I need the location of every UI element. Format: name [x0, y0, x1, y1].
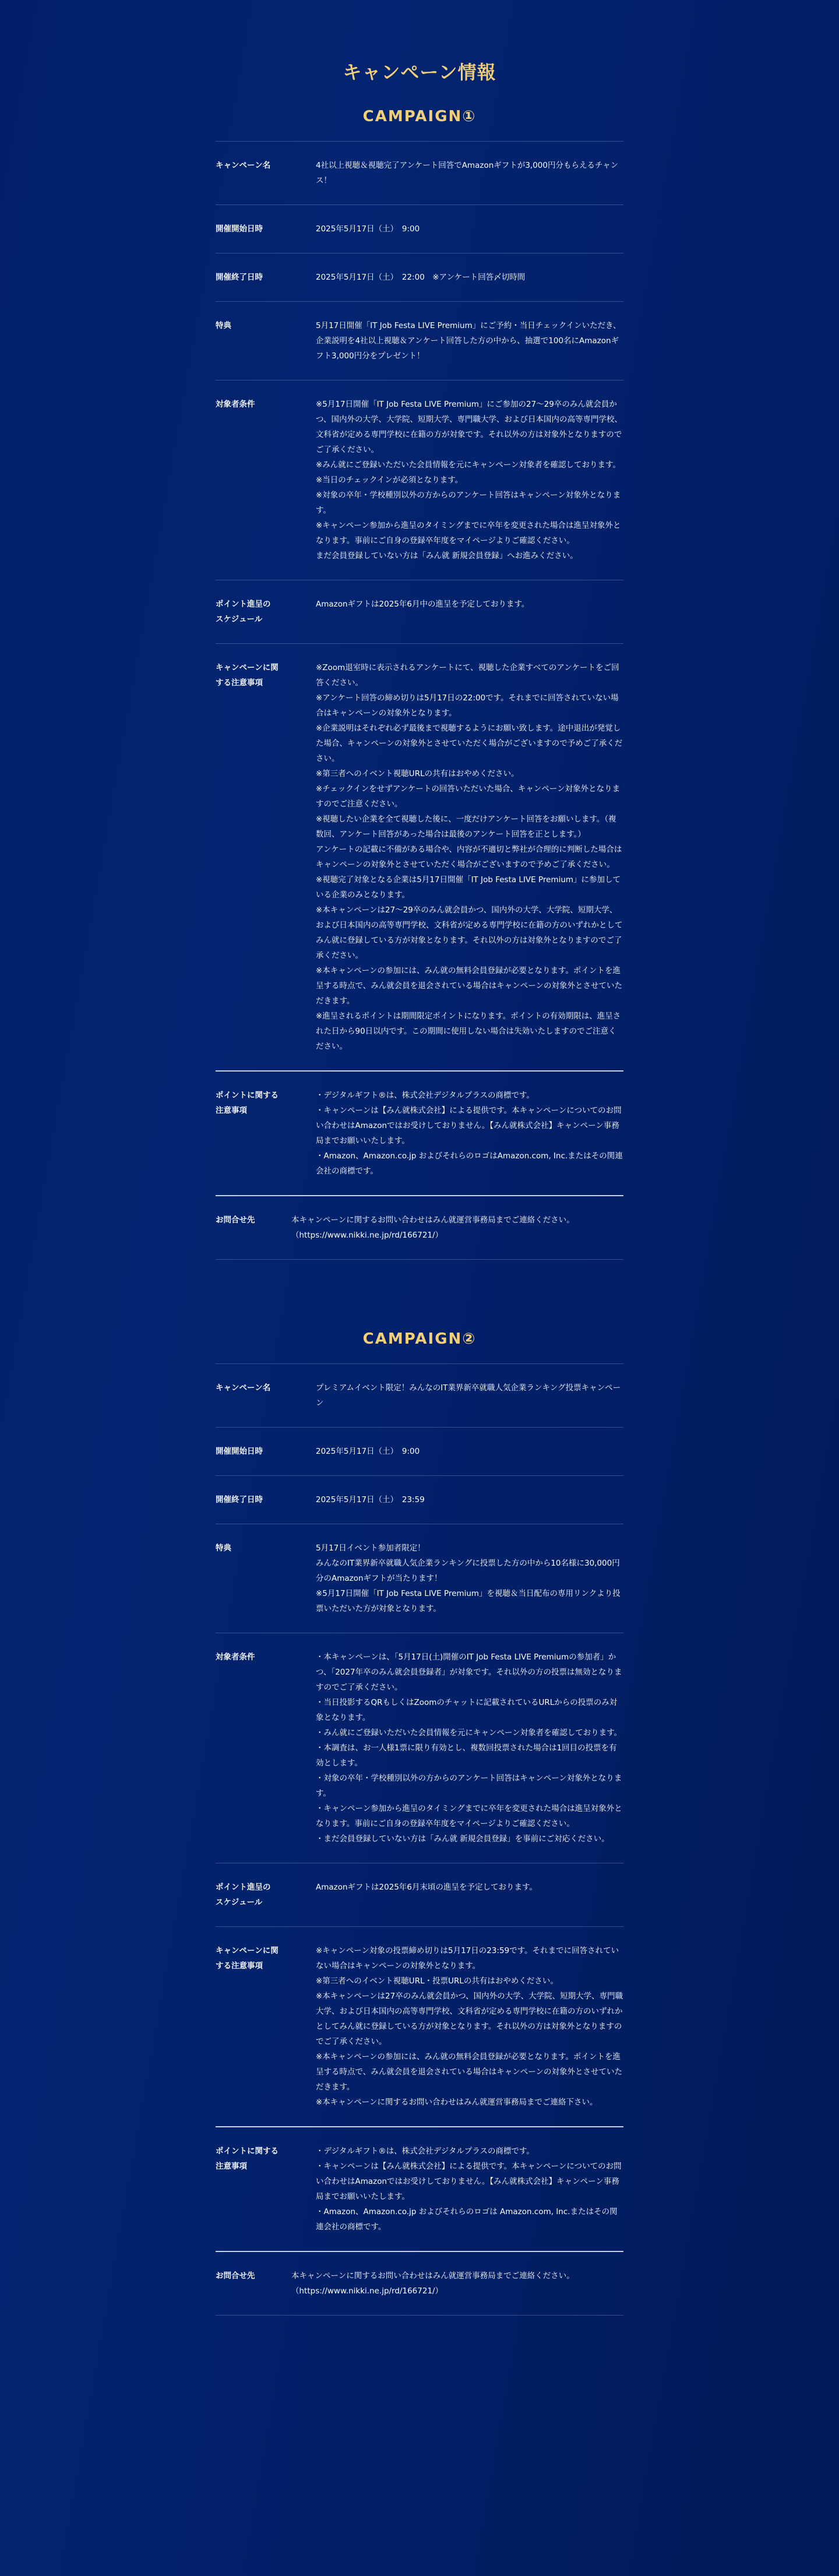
table-row: [216, 644, 623, 1072]
table-row: [216, 580, 623, 644]
row-label-contact: お問合せ先: [216, 1215, 255, 1225]
row-label-point-notes: ポイントに関する 注意事項: [216, 2147, 279, 2171]
row-label-benefit: 特典: [216, 1544, 231, 1553]
table-row: [216, 253, 623, 302]
table-row: [216, 1428, 623, 1476]
table-row: [216, 1364, 623, 1428]
row-value-campaign-notes: ※Zoom退室時に表示されるアンケートにて、視聴した企業すべてのアンケートをご回答ください。 ※アンケート回答の締め切りは5月17日の22:00です。それまでに回答されていない場合はキャンペーンの対象外となります。 ※企業説明はそれぞれ必ず最後まで視聴するようにお願い致します。途中退出が発覚した場合、キャンペーンの対象外とさせていただく場合がございますので予めご了承ください。 ※第三者へのイベント視聴URLの共有はおやめください。 ※チェックインをせずアンケートの回答いただいた場合、キャンペーン対象外となりますのでご注意ください。 ※視聴したい企業を全て視聴した後に、一度だけアンケート回答をお願いします。（複数回、アンケート回答があった場合は最後のアンケート回答を正とします。） アンケートの記載に不備がある場合や、内容が不適切と弊社が合理的に判断した場合はキャンペーンの対象外とさせていただく場合がございますので予めご了承ください。 ※視聴完了対象となる企業は5月17日開催「IT Job Festa LIVE Premium」に参加している企業のみとなります。 ※本キャンペーンは27〜29卒のみん就会員かつ、国内外の大学、大学院、短期大学、および日本国内の高等専門学校、文科省が定める専門学校に在籍の方のいずれかとしてみん就に登録している方が対象となります。それ以外の方は対象外となりますのでご了承ください。 ※本キャンペーンの参加には、みん就の無料会員登録が必要となります。ポイントを進呈する時点で、みん就会員を退会されている場合はキャンペーンの対象外とさせていただきます。 ※進呈されるポイントは期間限定ポイントになります。ポイントの有効期限は、進呈された日から90日以内です。この期間に使用しない場合は失効いたしますのでご注意ください。: [316, 663, 623, 1051]
row-label-benefit: 特典: [216, 321, 231, 330]
campaign-2-section: [0, 1327, 839, 2316]
row-label-start-datetime: 開催開始日時: [216, 224, 263, 234]
row-value-campaign-name: 4社以上視聴＆視聴完了アンケート回答でAmazonギフトが3,000円分もらえるチャンス！: [316, 161, 619, 185]
row-value-start-datetime: 2025年5月17日（土） 9:00: [316, 224, 420, 234]
row-value-end-datetime: 2025年5月17日（土） 23:59: [316, 1495, 425, 1504]
campaign-2-heading: CAMPAIGN②: [362, 1330, 477, 1348]
row-value-benefit: 5月17日イベント参加者限定！ みんなのIT業界新卒就職人気企業ランキングに投票した方の中から10名様に30,000円分のAmazonギフトが当たります！ ※5月17日開催「IT Job Festa LIVE Premium」を視聴＆当日配布の専用リンクより投票いただいた方が対象となります。: [316, 1544, 621, 1613]
table-row: [216, 1476, 623, 1524]
table-row: [216, 1927, 623, 2127]
table-row: [216, 2252, 623, 2316]
row-label-end-datetime: 開催終了日時: [216, 1495, 263, 1504]
table-row: [216, 2127, 623, 2252]
row-label-campaign-notes: キャンペーンに関 する注意事項: [216, 663, 279, 688]
row-label-point-schedule: ポイント進呈の スケジュール: [216, 600, 271, 624]
row-label-eligibility: 対象者条件: [216, 400, 255, 409]
row-value-campaign-name: プレミアムイベント限定！みんなのIT業界新卒就職人気企業ランキング投票キャンペーン: [316, 1383, 621, 1408]
row-label-campaign-name: キャンペーン名: [216, 161, 271, 170]
table-row: [216, 1524, 623, 1633]
campaign-1-section: [0, 105, 839, 1260]
row-label-eligibility: 対象者条件: [216, 1652, 255, 1662]
row-label-start-datetime: 開催開始日時: [216, 1447, 263, 1456]
table-row: [216, 1072, 623, 1196]
table-row: [216, 1863, 623, 1927]
row-value-eligibility: ※5月17日開催「IT Job Festa LIVE Premium」にご参加の27〜29卒のみん就会員かつ、国内外の大学、大学院、短期大学、専門職大学、および日本国内の高等専門学校、文科省が定める専門学校に在籍の方が対象です。それ以外の方は対象外となりますのでご了承ください。 ※みん就にご登録いただいた会員情報を元にキャンペーン対象者を確認しております。 ※当日のチェックインが必須となります。 ※対象の卒年・学校種別以外の方からのアンケート回答はキャンペーン対象外となります。 ※キャンペーン参加から進呈のタイミングまでに卒年を変更された場合は進呈対象外となります。事前にご自身の登録卒年度をマイページよりご確認ください。 まだ会員登録していない方は「みん就 新規会員登録」へお進みください。: [316, 400, 622, 561]
row-value-eligibility: ・本キャンペーンは、「5月17日(土)開催のIT Job Festa LIVE Premiumの参加者」かつ、「2027年卒のみん就会員登録者」が対象です。それ以外の方の投票は無効となりますのでご了承ください。 ・当日投影するQRもしくはZoomのチャットに記載されているURLからの投票のみ対象となります。 ・みん就にご登録いただいた会員情報を元にキャンペーン対象者を確認しております。 ・本調査は、お一人様1票に限り有効とし、複数回投票された場合は1回目の投票を有効とします。 ・対象の卒年・学校種別以外の方からのアンケート回答はキャンペーン対象外となります。 ・キャンペーン参加から進呈のタイミングまでに卒年を変更された場合は進呈対象外となります。事前にご自身の登録卒年度をマイページよりご確認ください。 ・まだ会員登録していない方は「みん就 新規会員登録」を事前にご対応ください。: [316, 1652, 622, 1844]
table-row: [216, 302, 623, 380]
row-value-benefit: 5月17日開催「IT Job Festa LIVE Premium」にご予約・当日チェックインいただき、企業説明を4社以上視聴＆アンケート回答した方の中から、抽選で100名にAmazonギフト3,000円分をプレゼント！: [316, 321, 621, 361]
row-value-contact[interactable]: 本キャンペーンに関するお問い合わせはみん就運営事務局までご連絡ください。 （https://www.nikki.ne.jp/rd/166721/）: [291, 1215, 574, 1240]
row-value-point-notes: ・デジタルギフト®は、株式会社デジタルプラスの商標です。 ・キャンペーンは【みん就株式会社】による提供です。本キャンペーンについてのお問い合わせはAmazonではお受けしておりません。【みん就株式会社】キャンペーン事務局までお願いいたします。 ・Amazon、Amazon.co.jp およびそれらのロゴはAmazon.com, Inc.またはその関連会社の商標です。: [316, 1091, 623, 1176]
table-row: [216, 380, 623, 580]
row-value-point-notes: ・デジタルギフト®は、株式会社デジタルプラスの商標です。 ・キャンペーンは【みん就株式会社】による提供です。本キャンペーンについてのお問い合わせはAmazonではお受けしておりません。【みん就株式会社】キャンペーン事務局までお願いいたします。 ・Amazon、Amazon.co.jp およびそれらのロゴは Amazon.com, Inc.またはその関連会社の商標です。: [316, 2147, 622, 2232]
row-value-contact[interactable]: 本キャンペーンに関するお問い合わせはみん就運営事務局までご連絡ください。 （https://www.nikki.ne.jp/rd/166721/）: [291, 2271, 574, 2296]
row-label-end-datetime: 開催終了日時: [216, 273, 263, 282]
campaign-2-table: [216, 1363, 623, 2316]
campaign-1-table: [216, 141, 623, 1260]
row-label-point-schedule: ポイント進呈の スケジュール: [216, 1883, 271, 1907]
row-value-start-datetime: 2025年5月17日（土） 9:00: [316, 1447, 420, 1456]
row-value-point-schedule: Amazonギフトは2025年6月末頃の進呈を予定しております。: [316, 1883, 537, 1892]
row-label-point-notes: ポイントに関する 注意事項: [216, 1091, 279, 1115]
table-row: [216, 1196, 623, 1260]
row-label-campaign-notes: キャンペーンに関 する注意事項: [216, 1946, 279, 1971]
row-value-point-schedule: Amazonギフトは2025年6月中の進呈を予定しております。: [316, 600, 530, 609]
row-value-end-datetime: 2025年5月17日（土） 22:00 ※アンケート回答〆切時間: [316, 273, 526, 282]
row-label-campaign-name: キャンペーン名: [216, 1383, 271, 1393]
table-row: [216, 142, 623, 205]
table-row: [216, 1633, 623, 1863]
table-row: [216, 205, 623, 253]
campaign-1-heading: CAMPAIGN①: [362, 108, 477, 125]
page-title: キャンペーン情報: [343, 61, 496, 83]
row-label-contact: お問合せ先: [216, 2271, 255, 2281]
row-value-campaign-notes: ※キャンペーン対象の投票締め切りは5月17日の23:59です。それまでに回答されていない場合はキャンペーンの対象外となります。 ※第三者へのイベント視聴URL・投票URLの共有はおやめください。 ※本キャンペーンは27卒のみん就会員かつ、国内外の大学、大学院、短期大学、専門職大学、および日本国内の高等専門学校、文科省が定める専門学校に在籍の方のいずれかとしてみん就に登録している方が対象となります。それ以外の方は対象外となりますのでご了承ください。 ※本キャンペーンの参加には、みん就の無料会員登録が必要となります。ポイントを進呈する時点で、みん就会員を退会されている場合はキャンペーンの対象外とさせていただきます。 ※本キャンペーンに関するお問い合わせはみん就運営事務局までご連絡下さい。: [316, 1946, 623, 2107]
